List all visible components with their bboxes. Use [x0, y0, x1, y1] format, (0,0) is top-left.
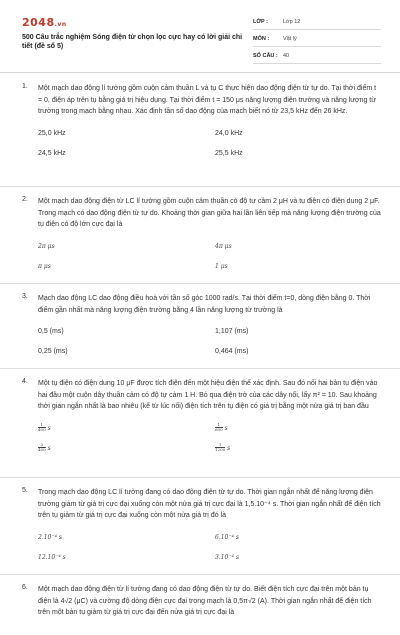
denominator: 1200 [215, 447, 226, 453]
question-number: 4. [22, 378, 28, 385]
answer-option-b[interactable]: 1,107 (ms) [215, 328, 249, 335]
answer-option-b[interactable] [215, 419, 382, 439]
answer-option-b[interactable]: 24,0 kHz [215, 129, 243, 137]
logo-suffix: .vn [54, 21, 67, 28]
answer-options [38, 522, 382, 574]
answer-option-d[interactable]: 0,464 (ms) [215, 348, 249, 355]
question-number: 6. [22, 584, 28, 591]
answer-options [38, 231, 382, 283]
site-logo[interactable] [22, 16, 67, 29]
question-4 [0, 369, 400, 478]
question-3 [0, 284, 400, 369]
numerator: 1 [38, 423, 46, 428]
meta-key: SỐ CÂU : [253, 53, 278, 59]
question-list [0, 74, 400, 635]
question-number: 5. [22, 487, 28, 494]
answer-option-d[interactable]: 1 μs [215, 262, 228, 270]
unit: s [224, 424, 228, 432]
question-number: 1. [22, 83, 28, 90]
answer-option-b[interactable]: 6.10⁻⁴ s [215, 533, 239, 541]
denominator: 400 [38, 427, 46, 433]
question-1 [0, 74, 400, 187]
fraction [215, 423, 223, 432]
meta-key: LỚP : [253, 19, 268, 25]
question-text: Trong mạch dao động LC lí tưởng đang có dao động điện từ tự do. Thời gian ngắn nhất để năng lượng điện trường giảm từ giá trị cực đại xuống còn một nửa giá trị cực đại là 1,5.10⁻⁴ s. Thời gian ngắn nhất để điện tích trên tụ giảm từ giá trị cực đại xuống còn một nửa giá trị đó là [38, 489, 381, 519]
question-text: Một mạch dao động điện từ LC lí tưởng gồm cuộn cảm thuần có độ tự cảm 2 μH và tụ điện có điện dung 2 μF. Trong mạch có dao động điện từ tự do. Khoảng thời gian giữa hai lần liên tiếp mà năng lượng điện trường của tụ điện có độ lớn cực đại là [38, 198, 381, 228]
question-text: Một tụ điện có điện dung 10 μF được tích điện đến một hiệu điện thế xác định. Sau đó nối hai bản tụ điện vào hai đầu một cuộn dây thuần cảm có độ tự cảm 1 H. Bỏ qua điện trở của các dây nối, lấy π² = 10. Sau khoảng thời gian ngắn nhất là bao nhiêu (kể từ lúc nối) điện tích trên tụ điện có giá trị bằng một nửa giá trị ban đầu [38, 380, 378, 410]
denominator: 600 [215, 427, 223, 433]
question-text: Mạch dao động LC dao động điều hoà với tần số góc 1000 rad/s. Tại thời điểm t=0, dòng điện bằng 0. Thời điểm gần nhất mà năng lượng điện trường bằng 4 lần năng lượng từ trường là [38, 295, 371, 314]
document-title: 500 Câu trắc nghiệm Sóng điện từ chọn lọc cực hay có lời giải chi tiết (đề số 5) [22, 34, 243, 50]
question-text: Một mạch dao động lí tưởng gồm cuộn cảm thuần L và tụ C thực hiện dao động điện từ tự do. Tại thời điểm t = 0, điện áp trên tụ bằng giá trị hiệu dụng. Tại thời điểm t = 150 μs năng lượng điện trường và năng lượng từ trường trong mạch bằng nhau. Xác định tần số dao động của mạch biết nó từ 23,5 kHz đến 26 kHz. [38, 85, 377, 115]
meta-row-subject [253, 32, 381, 47]
numerator: 3 [38, 443, 46, 448]
answer-option-c[interactable]: 24,5 kHz [38, 149, 66, 157]
question-number: 3. [22, 293, 28, 300]
numerator: 1 [215, 423, 223, 428]
answer-options [38, 118, 382, 170]
answer-options [38, 413, 382, 465]
unit: s [47, 444, 51, 452]
fraction [215, 443, 225, 452]
answer-options [38, 316, 382, 368]
document-meta [253, 15, 381, 66]
meta-key: MÔN : [253, 36, 270, 42]
numerator: 1 [215, 443, 225, 448]
answer-option-c[interactable]: π μs [38, 262, 51, 270]
answer-option-a[interactable]: 2π μs [38, 242, 55, 250]
answer-option-d[interactable]: 25,5 kHz [215, 149, 243, 157]
answer-option-a[interactable]: 2.10⁻⁴ s [38, 533, 62, 541]
meta-row-class [253, 15, 381, 30]
answer-option-a[interactable]: 0,5 (ms) [38, 328, 64, 335]
denominator: 400 [38, 447, 46, 453]
meta-row-count [253, 49, 381, 64]
question-2 [0, 187, 400, 284]
logo-main: 2048 [22, 16, 55, 29]
question-6 [0, 575, 400, 635]
answer-option-c[interactable]: 12.10⁻⁴ s [38, 553, 66, 561]
meta-value: Vật lý [283, 36, 297, 42]
meta-value: Lớp 12 [283, 19, 301, 25]
answer-option-a[interactable]: 25,0 kHz [38, 129, 66, 137]
answer-option-d[interactable]: 3.10⁻⁴ s [215, 553, 239, 561]
page-header [0, 0, 400, 70]
meta-value: 40 [283, 53, 290, 59]
unit: s [47, 424, 51, 432]
header-divider [0, 72, 400, 73]
question-text: Một mạch dao động điện từ lí tưởng đang có dao động điện từ tự do. Biết điện tích cực đại trên một bản tụ điện là 4√2 (μC) và cường độ dòng điện cực đại trong mạch là 0,5π√2 (A). Thời gian ngắn nhất để điện tích trên một bản tụ giảm từ giá trị cực đại đến nửa giá trị cực đại là [38, 586, 372, 616]
answer-option-b[interactable]: 4π μs [215, 242, 232, 250]
fraction [38, 443, 46, 452]
unit: s [227, 444, 231, 452]
answer-option-a[interactable] [38, 419, 205, 439]
answer-option-c[interactable]: 0,25 (ms) [38, 348, 68, 355]
question-5 [0, 478, 400, 575]
answer-option-c[interactable] [38, 439, 205, 459]
fraction [38, 423, 46, 432]
question-number: 2. [22, 196, 28, 203]
answer-option-d[interactable] [215, 439, 382, 459]
